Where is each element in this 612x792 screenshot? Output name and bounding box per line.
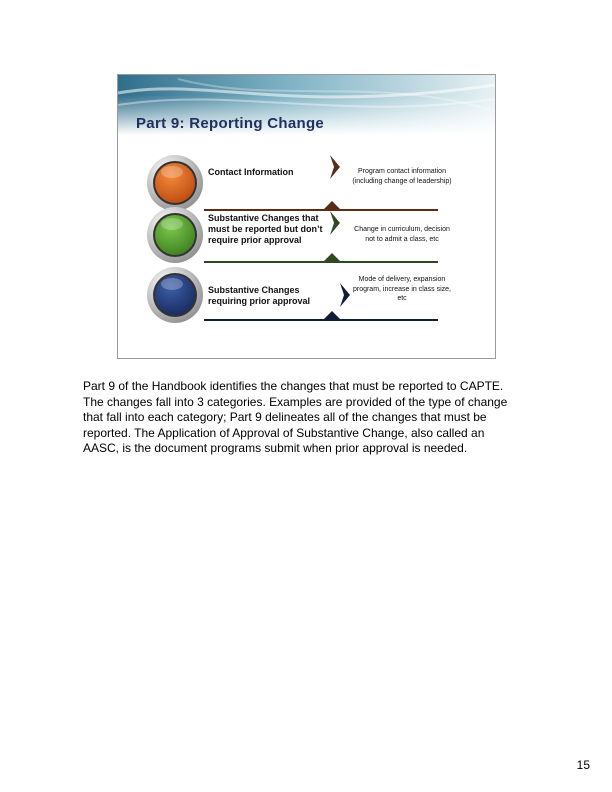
category-orb-green bbox=[146, 206, 204, 264]
page-number: 15 bbox=[576, 758, 590, 772]
slide-title: Part 9: Reporting Change bbox=[136, 115, 325, 132]
slide-notes-paragraph: Part 9 of the Handbook identifies the changes that must be reported to CAPTE. The changes fall into 3 categories. Examples are provided of the type of change that fall into each category; Part 9 delineates all of the changes that must be reported. The Application of Approval of Substantive Change, also called an AASC, is the document programs submit when prior approval is needed. bbox=[83, 379, 508, 456]
category-label: Contact Information bbox=[208, 167, 294, 177]
category-description: Mode of delivery, expansion program, increase in class size, etc bbox=[352, 276, 452, 302]
category-row-reported-changes bbox=[118, 205, 495, 267]
category-label: Substantive Changes requiring prior approval bbox=[208, 285, 311, 306]
category-row-prior-approval bbox=[118, 265, 495, 327]
category-label: Substantive Changes that must be reported but don’t require prior approval bbox=[208, 213, 323, 245]
slide-thumbnail bbox=[117, 74, 496, 359]
category-description: Change in curriculum, decision not to admit a class, etc bbox=[354, 226, 450, 243]
category-orb-blue bbox=[146, 266, 204, 324]
category-description: Program contact information (including change of leadership) bbox=[352, 168, 452, 185]
category-orb-orange bbox=[146, 154, 204, 212]
